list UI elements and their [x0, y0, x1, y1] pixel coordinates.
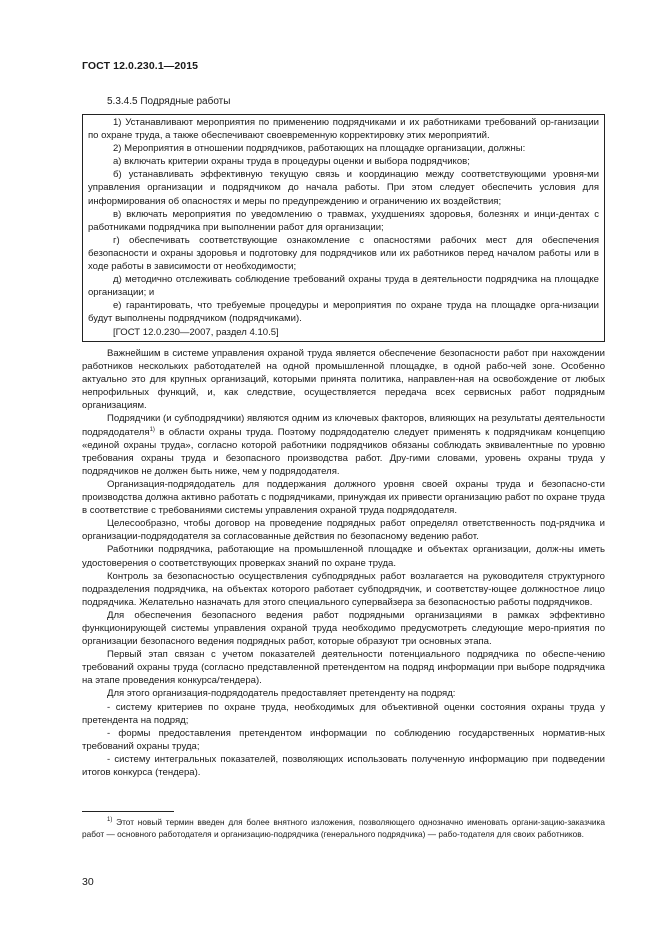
page-number: 30 [82, 876, 94, 888]
quote-paragraph: 1) Устанавливают мероприятия по применению подрядчиками и их работниками требований ор-ганизации по охране труда, а также обеспечивают своевременную корректировку этих мероприятий. [88, 117, 599, 142]
body-text-fragment: Подрядчики (и субподрядчики) являются одним из ключевых факторов, влияющих на результаты деятельности подрядодателя [82, 413, 605, 438]
body-paragraph: Для обеспечения безопасного ведения работ подрядными организациями в рамках эффективно функционирующей системы управления охраной труда необходимо предусмотреть следующие меро-приятия по организации безопасного ведения подрядных работ, которые образуют три основных этапа. [82, 609, 605, 648]
list-item: - формы предоставления претендентом информации по соблюдению государственных норматив-ных требований охраны труда; [82, 727, 605, 752]
document-header: ГОСТ 12.0.230.1—2015 [82, 60, 199, 72]
body-paragraph: Организация-подрядодатель для поддержания должного уровня своей охраны труда и безопасно-сти производства должна активно работать с подрядчиками, принуждая их привести организацию работ по охране труда в соответствие с требованиями системы управления охраной труда подрядодателя. [82, 478, 605, 517]
body-paragraph: Целесообразно, чтобы договор на проведение подрядных работ определял ответственность под-рядчика и организации-подрядодателя за согласованные действия по безопасному ведению работ. [82, 518, 605, 543]
footnote-reference: 1) [149, 426, 155, 433]
body-paragraph: Контроль за безопасностью осуществления субподрядных работ возлагается на руководителя структурного подразделения подрядчика, на объектах которого работает субподрядчик, и соответству-ющее должностное лицо подрядчика. Желательно назначать для этого специального супервайзера за безопасностью работы подрядчиков. [82, 570, 605, 608]
quote-paragraph: д) методично отслеживать соблюдение требований охраны труда в деятельности подрядчика на площадке организации; и [88, 274, 599, 299]
list-item: - систему интегральных показателей, позволяющих использовать полученную информацию при подведении итогов конкурса (тендера). [82, 753, 605, 778]
body-paragraph: Первый этап связан с учетом показателей деятельности потенциального подрядчика по обеспе-чению требований охраны труда (согласно представленной претендентом на подряд информации при выборе подрядчика на этапе проведения конкурса/тендера). [82, 649, 605, 687]
body-paragraph: Важнейшим в системе управления охраной труда является обеспечение безопасности работ при нахождении работников нескольких работодателей на одной промышленной площадке, в одной рабо-чей зоне. Особенно актуально это для крупных организаций, которыми принята политика, направлен-ная на освобождение от любых непрофильных функций, и, как следствие, осуществляется передача всех сервисных работ подрядным организациям. [82, 348, 605, 412]
footnote-text [82, 817, 605, 841]
body-text-fragment: в области охраны труда. Поэтому подрядодателю следует применять к подрядчикам концепцию «единой охраны труда», согласно которой работники подрядчиков обязаны соблюдать эквивалентные по уровню требования охраны труда и безопасного производства работ. Дру-гими словами, уровень охраны труда у подрядчиков не должен быть ниже, чем у подрядодателя. [82, 426, 605, 477]
quote-paragraph: в) включать мероприятия по уведомлению о травмах, ухудшениях здоровья, болезнях и инци-дентах с работниками подрядчика при выполнении работ для организации; [88, 208, 599, 233]
quote-paragraph: г) обеспечивать соответствующие ознакомление с опасностями рабочих мест для обеспечения безопасности и охраны здоровья и подготовку для подрядчиков или их работников перед началом работы или в ходе работы в зависимости от необходимости; [88, 234, 599, 273]
section-title: 5.3.4.5 Подрядные работы [107, 96, 231, 107]
footnote-marker: 1) [107, 817, 113, 824]
quote-paragraph: 2) Мероприятия в отношении подрядчиков, работающих на площадке организации, должны: [113, 143, 526, 155]
footnote [82, 817, 605, 841]
body-text [82, 347, 605, 779]
body-paragraph: Для этого организация-подрядодатель предоставляет претенденту на подряд: [107, 688, 456, 700]
footnote-body: Этот новый термин введен для более внятного изложения, позволяющего однозначно именовать органи-зацию-заказчика работ — основного работодателя и организацию-подрядчика (генерального подрядчика) — рабо-тодателя для своих работников. [82, 817, 605, 839]
quoted-requirements-box [82, 114, 605, 342]
body-paragraph [82, 412, 605, 477]
footnote-divider [82, 811, 174, 812]
quote-paragraph: е) гарантировать, что требуемые процедуры и мероприятия по охране труда на площадке орга-низации будут выполнены подрядчиком (подрядчиками). [88, 300, 599, 325]
quote-paragraph: а) включать критерии охраны труда в процедуры оценки и выбора подрядчиков; [113, 156, 470, 168]
quote-paragraph: б) устанавливать эффективную текущую связь и координацию между соответствующими уровня-ми управления организации и подрядчиком до начала работы. При этом следует обеспечить условия для информирования об опасностях и меры по предупреждению и ограничению их воздействия; [88, 169, 599, 207]
quote-source-reference: [ГОСТ 12.0.230—2007, раздел 4.10.5] [113, 326, 279, 338]
body-paragraph: Работники подрядчика, работающие на промышленной площадке и объектах организации, долж-ны иметь удостоверения о соответствующих проверках знаний по охране труда. [82, 544, 605, 569]
list-item: - систему критериев по охране труда, необходимых для объективной оценки состояния охраны труда у претендента на подряд; [82, 701, 605, 726]
